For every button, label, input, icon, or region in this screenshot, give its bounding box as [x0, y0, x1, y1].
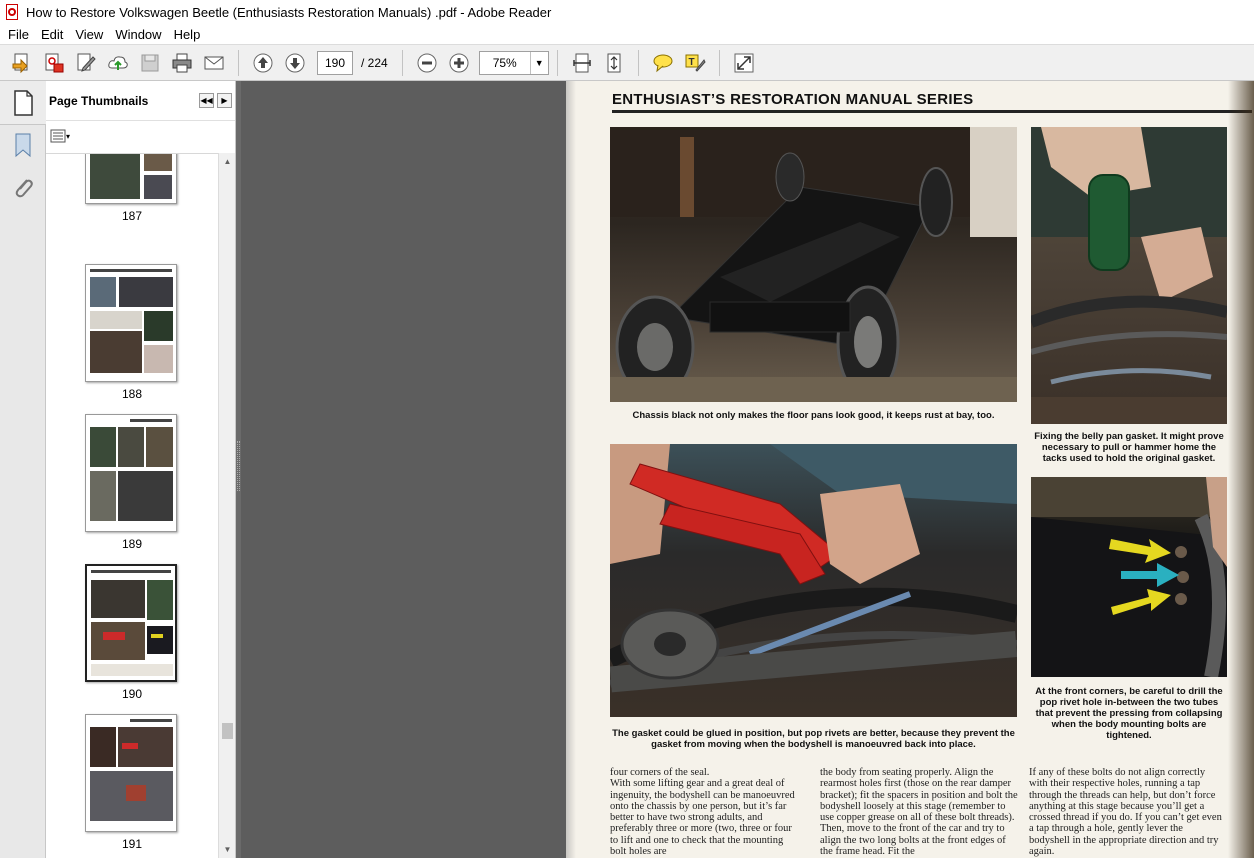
next-page-icon: [284, 52, 306, 74]
highlight-icon: [684, 52, 706, 74]
thumbnail-page[interactable]: [85, 153, 177, 204]
print-button[interactable]: [168, 49, 196, 77]
toolbar-separator: [402, 50, 403, 76]
zoom-in-button[interactable]: [445, 49, 473, 77]
thumbnail-page[interactable]: [85, 414, 177, 532]
previous-page-icon: [252, 52, 274, 74]
thumbnail-label: 190: [121, 687, 143, 701]
edit-pdf-button[interactable]: [72, 49, 100, 77]
bookmarks-tab[interactable]: [0, 127, 46, 163]
fullscreen-button[interactable]: [730, 49, 758, 77]
scroll-down-icon[interactable]: ▼: [223, 845, 232, 854]
next-page-button[interactable]: [281, 49, 309, 77]
thumbnail-item[interactable]: [46, 153, 218, 236]
thumbnail-page[interactable]: [85, 564, 177, 682]
menu-window[interactable]: Window: [115, 26, 162, 42]
page-thumbnails-icon: [11, 89, 35, 117]
page-total: / 224: [361, 55, 388, 70]
thumbnail-page[interactable]: [85, 714, 177, 832]
save-icon: [139, 52, 161, 74]
upload-cloud-icon: [107, 52, 129, 74]
menu-file[interactable]: File: [8, 26, 29, 42]
page-edge-shadow: [1228, 81, 1254, 858]
body-text-column-1: four corners of the seal. With some lifting gear and a great deal of ingenuity, the bodyshell can be manoeuvred onto the chassis by one person, but it’s far better to have two strong adults, and preferably three or more (two, three or four to lift and one to check that the mounting bolt holes are: [610, 767, 795, 858]
comment-button[interactable]: [649, 49, 677, 77]
document-view[interactable]: [241, 81, 1254, 858]
upload-cloud-button[interactable]: [104, 49, 132, 77]
thumbnail-item-selected[interactable]: [46, 564, 218, 714]
photo-chassis: [610, 127, 1017, 402]
thumbnail-label: 188: [121, 387, 143, 401]
caption-photo1: Chassis black not only makes the floor pans look good, it keeps rust at bay, too.: [632, 410, 995, 421]
adobe-reader-icon: [4, 4, 20, 20]
toolbar-separator: [719, 50, 720, 76]
photo-pop-rivet: [610, 444, 1017, 717]
expand-panel-button[interactable]: ▶: [217, 93, 232, 108]
panel-title: Page Thumbnails: [49, 93, 149, 108]
page-gutter: [566, 81, 576, 858]
window-title: How to Restore Volkswagen Beetle (Enthusiasts Restoration Manuals) .pdf - Adobe Reader: [26, 4, 552, 20]
create-pdf-button[interactable]: [8, 49, 36, 77]
page-thumbnails-tab[interactable]: [0, 81, 46, 125]
previous-page-button[interactable]: [249, 49, 277, 77]
zoom-out-button[interactable]: [413, 49, 441, 77]
fit-width-button[interactable]: [568, 49, 596, 77]
navigation-rail: [0, 81, 46, 858]
thumbnail-label: 191: [121, 837, 143, 851]
page-thumbnails-panel: [46, 81, 236, 858]
caption-photo3: The gasket could be glued in position, but pop rivets are better, because they prevent the gasket from moving when the bodyshell is manoeuvred back into place.: [612, 728, 1015, 750]
create-pdf-icon: [11, 52, 33, 74]
page-heading: ENTHUSIAST’S RESTORATION MANUAL SERIES: [612, 91, 1252, 113]
thumbnail-item[interactable]: [46, 714, 218, 858]
thumbnail-label: 187: [121, 209, 143, 223]
edit-pdf-icon: [75, 52, 97, 74]
menu-view[interactable]: View: [75, 26, 104, 42]
chevron-down-icon: ▾: [66, 131, 71, 141]
paperclip-icon: [12, 174, 34, 200]
fit-page-icon: [603, 52, 625, 74]
photo-belly-pan-gasket: [1031, 127, 1227, 424]
front-corners-illustration: [1031, 477, 1227, 677]
print-icon: [171, 52, 193, 74]
thumbnail-item[interactable]: [46, 414, 218, 564]
photo-front-corners: [1031, 477, 1227, 677]
collapse-panel-button[interactable]: ◀◀: [199, 93, 214, 108]
main-toolbar: [0, 44, 1254, 81]
email-button[interactable]: [200, 49, 228, 77]
page-number-input[interactable]: 190: [317, 51, 353, 75]
thumbnail-scrollbar[interactable]: [218, 153, 235, 858]
fit-page-button[interactable]: [600, 49, 628, 77]
gasket-illustration: [1031, 127, 1227, 424]
toolbar-separator: [238, 50, 239, 76]
email-icon: [203, 52, 225, 74]
pdf-page: [566, 81, 1254, 858]
attachments-tab[interactable]: [0, 169, 46, 205]
pop-rivet-illustration: [610, 444, 1017, 717]
scrollbar-thumb[interactable]: [222, 723, 233, 739]
thumbnail-page[interactable]: [85, 264, 177, 382]
thumbnail-list: [46, 153, 218, 858]
fullscreen-icon: [733, 52, 755, 74]
zoom-in-icon: [448, 52, 470, 74]
chassis-illustration: [610, 127, 1017, 402]
thumbnail-label: 189: [121, 537, 143, 551]
menu-bar: [0, 24, 1254, 44]
menu-help[interactable]: Help: [173, 26, 201, 42]
svg-text:T: T: [688, 56, 695, 68]
save-button[interactable]: [136, 49, 164, 77]
toolbar-separator: [638, 50, 639, 76]
body-text-column-2: the body from seating properly. Align the rearmost holes first (those on the rear damper bracket); fit the spacers in position and bolt the bodyshell loosely at this stage (remember to use copper grease on all of these bolt threads). Then, move to the front of the car and try to align the two long bolts at the front edges of the frame head. Fit the: [820, 767, 1018, 858]
fit-width-icon: [571, 52, 593, 74]
comment-icon: [652, 52, 674, 74]
bookmark-icon: [13, 132, 33, 158]
zoom-select[interactable]: [479, 51, 549, 75]
caption-photo2: Fixing the belly pan gasket. It might prove necessary to pull or hammer home the tacks used to hold the original gasket.: [1034, 431, 1224, 464]
export-pdf-icon: [43, 52, 65, 74]
window-titlebar: [0, 0, 1254, 24]
options-menu-icon: [50, 129, 66, 143]
thumbnail-options-button[interactable]: [50, 127, 76, 145]
thumbnail-options-bar: [46, 121, 235, 151]
thumbnail-item[interactable]: [46, 264, 218, 414]
zoom-value: 75%: [492, 55, 517, 70]
caption-photo4: At the front corners, be careful to drill the pop rivet hole in-between the two tubes that prevent the pressing from collapsing when the body mounting bolts are tightened.: [1035, 686, 1223, 741]
zoom-out-icon: [416, 52, 438, 74]
body-text-column-3: If any of these bolts do not align correctly with their respective holes, running a tap through the threads can help, but don’t force anything at this stage because you’ll get a crossed thread if you do. If you can’t get even a tap through a hole, gently lever the bodyshell in the appropriate direction and try again.: [1029, 767, 1222, 858]
menu-edit[interactable]: Edit: [40, 26, 64, 42]
chevron-down-icon[interactable]: ▼: [530, 52, 548, 74]
export-pdf-button[interactable]: [40, 49, 68, 77]
toolbar-separator: [557, 50, 558, 76]
panel-header: [46, 81, 235, 121]
scroll-up-icon[interactable]: ▲: [223, 157, 232, 166]
highlight-button[interactable]: [681, 49, 709, 77]
